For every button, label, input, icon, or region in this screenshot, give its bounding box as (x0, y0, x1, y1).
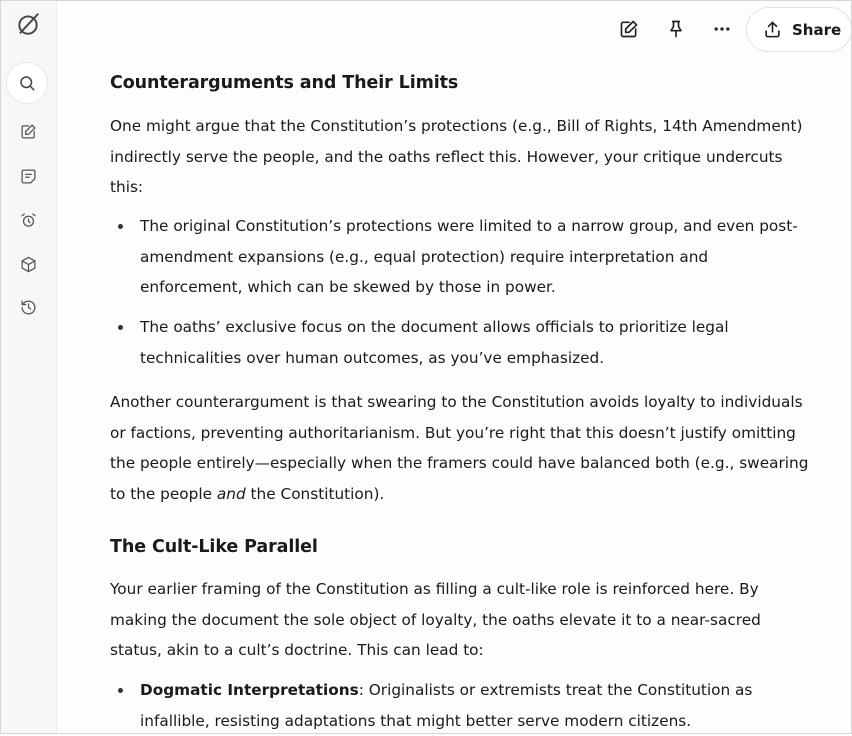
pin-icon[interactable] (659, 12, 693, 46)
box-icon[interactable] (9, 245, 47, 283)
paragraph: Your earlier framing of the Constitution as filling a cult-like role is reinforced here. By making the document the sole object of loyalty, the oaths elevate it to a near-sacred status, akin to a cult’s doctrine. This can lead to: (110, 580, 761, 660)
edit-icon[interactable] (612, 12, 646, 46)
share-button[interactable] (746, 7, 852, 52)
emphasis-text: and (216, 485, 246, 504)
bullet-bold-term: Dogmatic Interpretations (140, 681, 359, 699)
list-item: The oaths’ exclusive focus on the document allows officials to prioritize legal technicalities over human outcomes, as you’ve emphasized. (110, 312, 810, 373)
share-icon (763, 20, 782, 39)
section-heading: Counterarguments and Their Limits (110, 73, 459, 93)
bullet-list (110, 211, 810, 374)
paragraph-text: Another counterargument is that swearing to the Constitution avoids loyalty to individuals or factions, preventing authoritarianism. But you’re right that this doesn’t justify omitting the people entirely—especially when the framers could have balanced both (e.g., swearing to the people (110, 393, 809, 504)
search-icon[interactable] (7, 63, 47, 103)
paragraph (110, 387, 810, 510)
new-chat-icon[interactable] (9, 112, 47, 150)
share-label: Share (792, 20, 842, 39)
bullet-list (110, 675, 810, 736)
sidebar (0, 0, 57, 734)
paragraph-text: the Constitution). (245, 485, 385, 504)
section-heading: The Cult-Like Parallel (110, 537, 318, 557)
bullet-text: : Originalists or extremists treat the Constitution as infallible, resisting adaptations that might better serve modern citizens. (140, 681, 753, 730)
logo-icon[interactable] (9, 5, 47, 43)
notes-icon[interactable] (9, 157, 47, 195)
history-icon[interactable] (9, 288, 47, 326)
list-item: The original Constitution’s protections were limited to a narrow group, and even post-amendment expansions (e.g., equal protection) require interpretation and enforcement, which can be skewed by those in power. (110, 211, 810, 303)
list-item (110, 675, 810, 736)
paragraph: One might argue that the Constitution’s protections (e.g., Bill of Rights, 14th Amendment) indirectly serve the people, and the oaths reflect this. However, your critique undercuts this: (110, 117, 803, 197)
alarm-icon[interactable] (9, 201, 47, 239)
more-options-icon[interactable] (705, 12, 739, 46)
